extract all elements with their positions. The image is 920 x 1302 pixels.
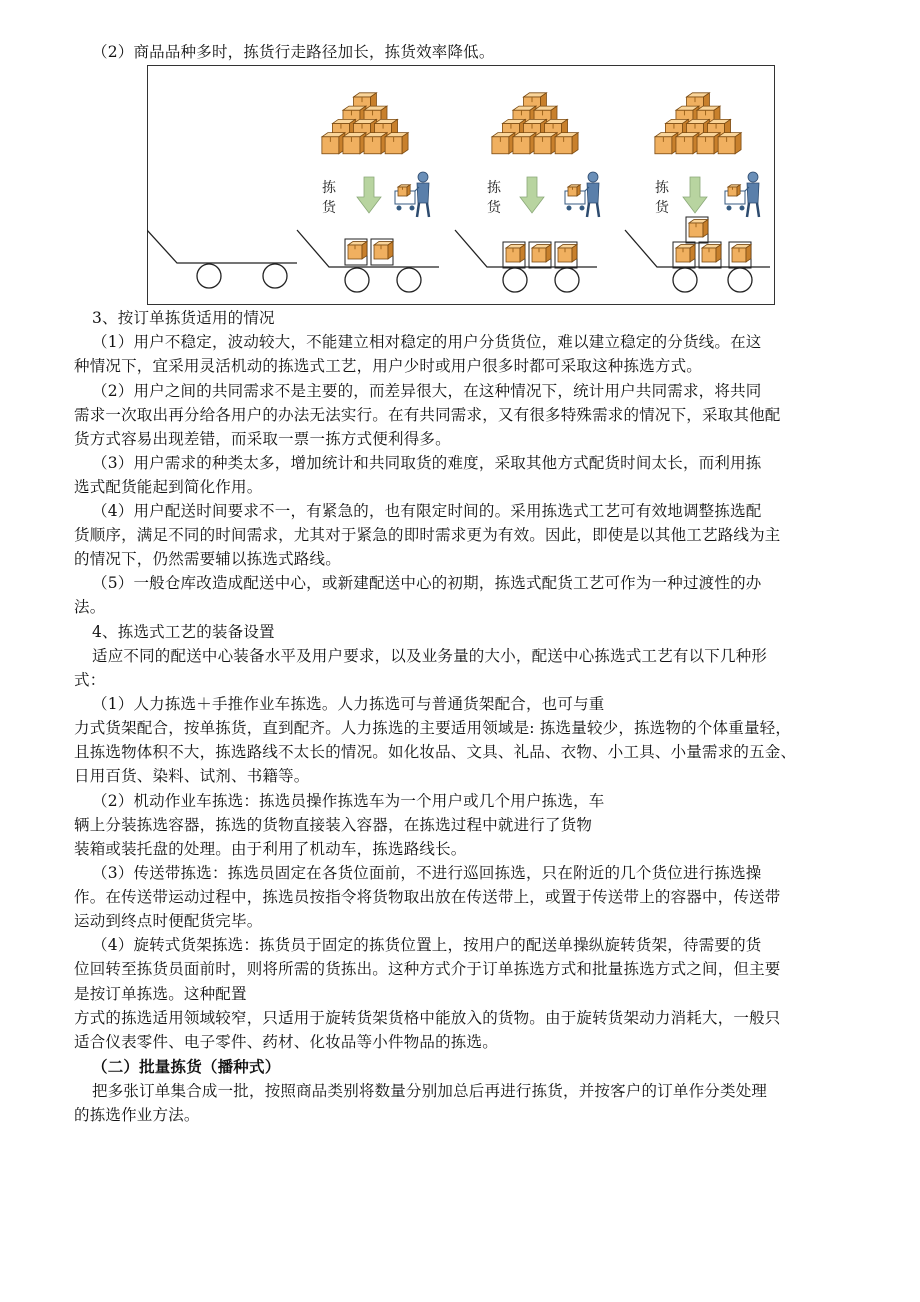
worker-legs-icon [747,203,759,217]
pyramid-box-side [402,133,408,154]
conveyor-box-side [690,245,695,262]
section-4-line: （1）人力拣选＋手推作业车拣选。人力拣选可与普通货架配合，也可与重 [92,695,605,713]
section-3-line: 货顺序，满足不同的时间需求，尤其对于紧急的即时需求更为有效。因此，即使是以其他工艺路线为主 [74,526,781,544]
worker-head-icon [418,172,428,182]
down-arrow-icon [683,177,707,213]
down-arrow-icon [520,177,544,213]
intro-line: （2）商品品种多时，拣货行走路径加长，拣货效率降低。 [92,43,495,61]
worker-body-icon [417,183,429,203]
batch-picking-line: 的拣选作业方法。 [74,1106,200,1124]
worker-body-icon [747,183,759,203]
section-3-line: 种情况下，宜采用灵活机动的拣选式工艺，用户少时或用户很多时都可采取这种拣选方式。 [74,357,703,375]
worker-head-icon [748,172,758,182]
cart-box-side [737,185,740,196]
panel-label: 拣 [655,180,669,196]
section-3-line: 选式配货能起到简化作用。 [74,478,263,496]
panel-label: 拣 [487,180,501,196]
section-3-line: （1）用户不稳定，波动较大，不能建立相对稳定的用户分货货位，难以建立稳定的分货线。在这 [92,333,762,351]
section-3-line: （5）一般仓库改造成配送中心，或新建配送中心的初期，拣选式配货工艺可作为一种过渡性的办 [92,574,762,592]
conveyor-line [297,230,439,267]
section-3-line: 货方式容易出现差错，而采取一票一拣方式便利得多。 [74,430,451,448]
section-4-line: （3）传送带拣选：拣选员固定在各货位面前，不进行巡回拣选，只在附近的几个货位进行拣选操 [92,864,762,882]
conveyor-wheel [503,268,527,292]
cart-wheel-icon [727,206,732,211]
cart-box-side [577,185,580,196]
section-3-line: 需求一次取出再分给各用户的办法无法实行。在有共同需求，又有很多特殊需求的情况下，采取其他配 [74,406,781,424]
conveyor-box-side [546,245,551,262]
batch-picking-heading: （二）批量拣货（播种式） [92,1058,281,1076]
panel-label: 拣 [322,180,336,196]
section-4-line: 且拣选物体积不大，拣选路线不太长的情况。如化妆品、文具、礼品、衣物、小工具、小量需求的五金、 [74,743,797,761]
section-4-line: 方式的拣选适用领域较窄，只适用于旋转货架货格中能放入的货物。由于旋转货架动力消耗大，一般只 [74,1009,781,1027]
section-4-line: 适应不同的配送中心装备水平及用户要求，以及业务量的大小，配送中心拣选式工艺有以下几种形 [92,647,768,665]
section-3-line: （4）用户配送时间要求不一，有紧急的，也有限定时间的。采用拣选式工艺可有效地调整拣选配 [92,502,762,520]
worker-head-icon [588,172,598,182]
conveyor-box-side [388,242,393,259]
conveyor-box-side [716,245,721,262]
down-arrow-icon [357,177,381,213]
conveyor-wheel [397,268,421,292]
pyramid-box-side [572,133,578,154]
conveyor-line [147,230,297,263]
conveyor-wheel [555,268,579,292]
cart-wheel-icon [410,206,415,211]
section-3-line: （3）用户需求的种类太多，增加统计和共同取货的难度，采取其他方式配货时间太长，而利用拣 [92,454,762,472]
pyramid-box-side [735,133,741,154]
section-4-heading: 4、拣选式工艺的装备设置 [92,623,275,641]
section-4-line: 是按订单拣选。这种配置 [74,985,247,1003]
section-3-line: 的情况下，仍然需要辅以拣选式路线。 [74,550,341,568]
section-4-line: 力式货架配合，按单拣货，直到配齐。人力拣选的主要适用领域是: 拣选量较少，拣选物的个体重量轻， [74,719,792,737]
cart-wheel-icon [740,206,745,211]
section-3-line: 法。 [74,598,106,616]
panel-label: 货 [655,200,669,216]
worker-body-icon [587,183,599,203]
conveyor-wheel [197,264,221,288]
picking-illustration [147,65,775,305]
batch-picking-line: 把多张订单集合成一批，按照商品类别将数量分别加总后再进行拣货，并按客户的订单作分类处理 [92,1082,768,1100]
panel-label: 货 [487,200,501,216]
conveyor-box-side [746,245,751,262]
section-4-line: 日用百货、染料、试剂、书籍等。 [74,767,310,785]
conveyor-wheel [345,268,369,292]
section-4-line: 运动到终点时便配货完毕。 [74,912,263,930]
conveyor-box-side [703,220,708,237]
section-4-line: （4）旋转式货架拣选：拣货员于固定的拣货位置上，按用户的配送单操纵旋转货架，待需要的货 [92,936,762,954]
conveyor-wheel [673,268,697,292]
cart-wheel-icon [567,206,572,211]
worker-legs-icon [587,203,599,217]
cart-box-side [407,185,410,196]
section-3-line: （2）用户之间的共同需求不是主要的，而差异很大，在这种情况下，统计用户共同需求，将共同 [92,382,762,400]
section-4-line: 辆上分装拣选容器，拣选的货物直接装入容器，在拣选过程中就进行了货物 [74,816,593,834]
conveyor-box-side [572,245,577,262]
conveyor-wheel [263,264,287,288]
section-4-line: 装箱或装托盘的处理。由于利用了机动车，拣选路线长。 [74,840,467,858]
section-4-line: 适合仪表零件、电子零件、药材、化妆品等小件物品的拣选。 [74,1033,498,1051]
conveyor-box-side [362,242,367,259]
panel-label: 货 [322,200,336,216]
worker-legs-icon [417,203,429,217]
conveyor-wheel [728,268,752,292]
section-4-line: 作。在传送带运动过程中，拣选员按指令将货物取出放在传送带上，或置于传送带上的容器中，传送带 [74,888,781,906]
cart-wheel-icon [580,206,585,211]
section-4-line: 式： [74,671,106,689]
section-4-line: （2）机动作业车拣选：拣选员操作拣选车为一个用户或几个用户拣选，车 [92,792,605,810]
section-3-heading: 3、按订单拣货适用的情况 [92,309,275,327]
section-4-line: 位回转至拣货员面前时，则将所需的货拣出。这种方式介于订单拣选方式和批量拣选方式之间，但主要 [74,960,781,978]
conveyor-box-side [520,245,525,262]
cart-wheel-icon [397,206,402,211]
